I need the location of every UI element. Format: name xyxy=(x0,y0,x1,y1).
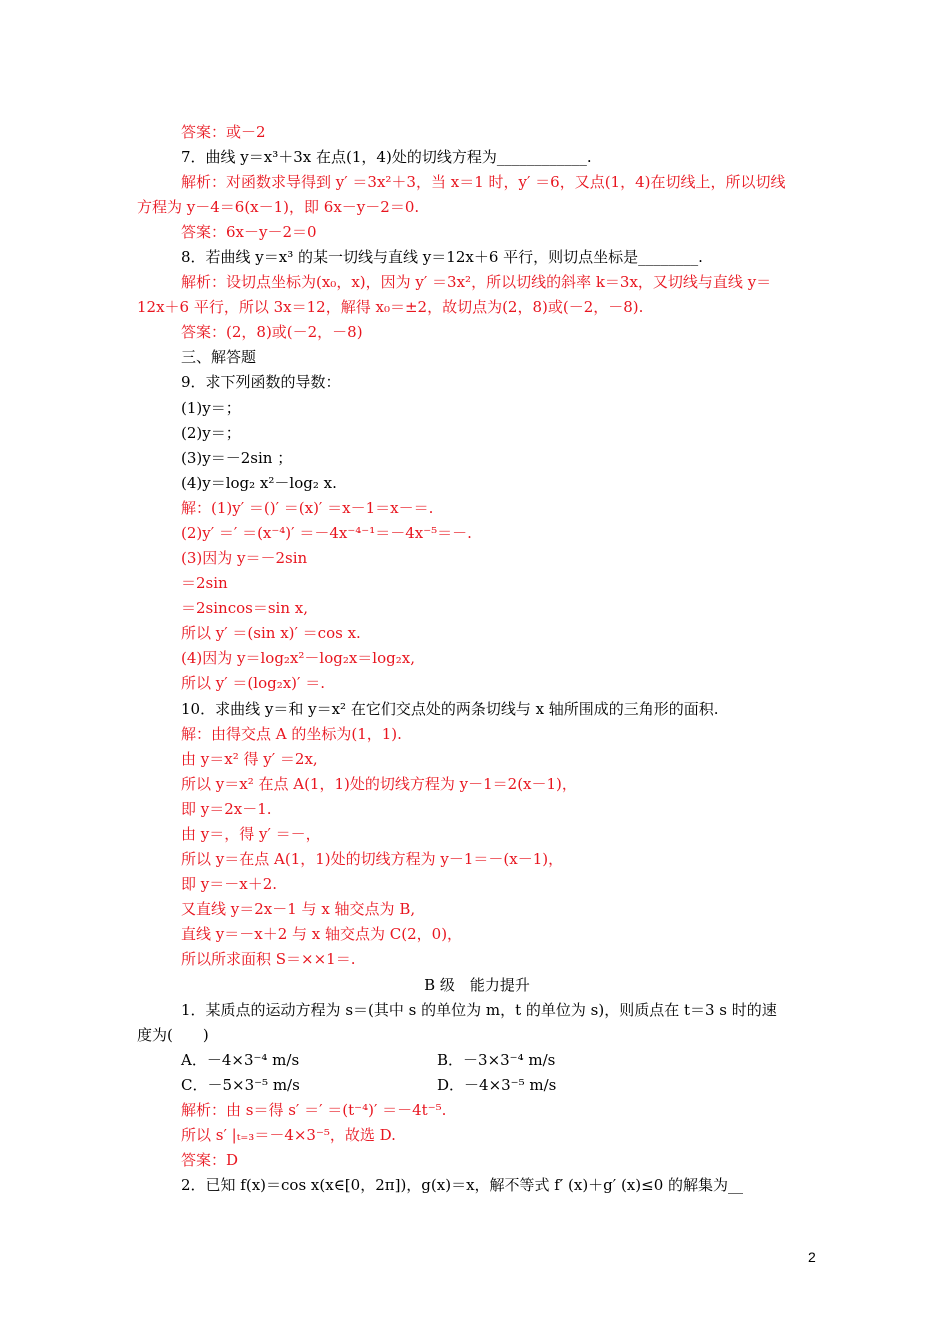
text-line: 所以 y′ ＝(log₂x)′ ＝. xyxy=(181,674,325,692)
text-line: 2．已知 f(x)＝cos x(x∈[0，2π])，g(x)＝x，解不等式 f′ (x)＋g′ (x)≤0 的解集为__ xyxy=(181,1176,744,1194)
text-line: 12x＋6 平行，所以 3x＝12，解得 x₀＝±2，故切点为(2，8)或(－2，－8). xyxy=(137,298,644,316)
text-line: 7．曲线 y＝x³＋3x 在点(1，4)处的切线方程为____________. xyxy=(181,148,592,166)
text-line: 即 y＝－x＋2. xyxy=(181,875,278,893)
option-b: B．－3×3⁻⁴ m/s xyxy=(437,1051,556,1069)
text-line: 解析：由 s＝得 s′ ＝′ ＝(t⁻⁴)′ ＝－4t⁻⁵. xyxy=(181,1101,447,1119)
text-line: 即 y＝2x－1. xyxy=(181,800,272,818)
text-line: 9．求下列函数的导数： xyxy=(181,373,341,391)
text-line: 度为( ) xyxy=(137,1026,209,1044)
text-line: (3)因为 y＝－2sin xyxy=(181,549,308,567)
text-line: 解：由得交点 A 的坐标为(1，1). xyxy=(181,725,402,743)
text-line: ＝2sincos＝sin x, xyxy=(181,599,308,617)
option-c: C．－5×3⁻⁵ m/s xyxy=(181,1076,300,1094)
section-heading: 三、解答题 xyxy=(181,348,257,366)
text-line: (4)y＝log₂ x²－log₂ x. xyxy=(181,474,337,492)
text-line: (2)y＝； xyxy=(181,424,241,442)
text-line: 解析：对函数求导得到 y′ ＝3x²＋3，当 x＝1 时，y′ ＝6，又点(1，4)在切线上，所以切线 xyxy=(181,173,786,191)
text-line: (1)y＝； xyxy=(181,399,241,417)
text-line: 所以 s′ |ₜ₌₃＝－4×3⁻⁵，故选 D. xyxy=(181,1126,396,1144)
text-line: 所以 y＝x² 在点 A(1，1)处的切线方程为 y－1＝2(x－1)， xyxy=(181,775,577,793)
section-heading: B 级 能力提升 xyxy=(424,976,530,994)
text-line: 所以 y＝在点 A(1，1)处的切线方程为 y－1＝－(x－1)， xyxy=(181,850,564,868)
text-line: 方程为 y－4＝6(x－1)，即 6x－y－2＝0. xyxy=(137,198,420,216)
text-line: 答案：6x－y－2＝0 xyxy=(181,223,317,241)
text-line: 解析：设切点坐标为(x₀，x)，因为 y′ ＝3x²，所以切线的斜率 k＝3x，又切线与直线 y＝ xyxy=(181,273,772,291)
text-line: 答案：或－2 xyxy=(181,123,266,141)
text-line: 又直线 y＝2x－1 与 x 轴交点为 B, xyxy=(181,900,416,918)
text-line: 答案：D xyxy=(181,1151,239,1169)
option-d: D．－4×3⁻⁵ m/s xyxy=(437,1076,557,1094)
text-line: (4)因为 y＝log₂x²－log₂x＝log₂x, xyxy=(181,649,415,667)
text-line: 1．某质点的运动方程为 s＝(其中 s 的单位为 m，t 的单位为 s)，则质点在 t＝3 s 时的速 xyxy=(181,1001,777,1019)
text-line: 直线 y＝－x＋2 与 x 轴交点为 C(2，0)， xyxy=(181,925,463,943)
text-line: 10．求曲线 y＝和 y＝x² 在它们交点处的两条切线与 x 轴所围成的三角形的面积. xyxy=(181,700,719,718)
option-a: A．－4×3⁻⁴ m/s xyxy=(181,1051,300,1069)
text-line: ＝2sin xyxy=(181,574,228,592)
text-line: 由 y＝x² 得 y′ ＝2x, xyxy=(181,750,318,768)
text-line: 所以所求面积 S＝××1＝. xyxy=(181,950,356,968)
text-line: (2)y′ ＝′ ＝(x⁻⁴)′ ＝－4x⁻⁴⁻¹＝－4x⁻⁵＝－. xyxy=(181,524,472,542)
text-line: 解：(1)y′ ＝()′ ＝(x)′ ＝x－1＝x－＝. xyxy=(181,499,434,517)
text-line: 8．若曲线 y＝x³ 的某一切线与直线 y＝12x＋6 平行，则切点坐标是________. xyxy=(181,248,703,266)
text-line: 由 y＝，得 y′ ＝－， xyxy=(181,825,321,843)
page-number: 2 xyxy=(808,1249,816,1265)
text-line: 所以 y′ ＝(sin x)′ ＝cos x. xyxy=(181,624,361,642)
text-line: (3)y＝－2sin ； xyxy=(181,449,293,467)
text-line: 答案：(2，8)或(－2，－8) xyxy=(181,323,363,341)
